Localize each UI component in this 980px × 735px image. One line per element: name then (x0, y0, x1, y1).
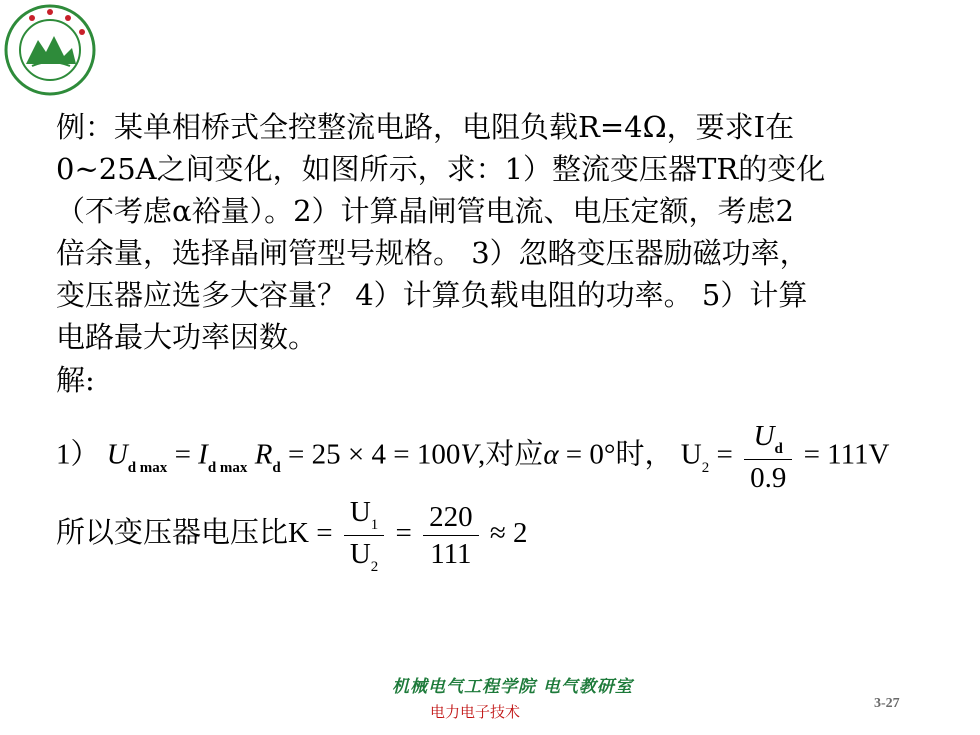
eq1-r-sub: d (272, 459, 281, 476)
eq1-calc: = 25 × 4 = 100 (288, 438, 461, 471)
equation-2 (56, 494, 528, 584)
eq2-frac2-den: 111 (430, 538, 472, 570)
eq2-frac1-num: $U_1$ (344, 494, 384, 536)
eq1-u: U (106, 438, 128, 471)
eq1-fraction (744, 418, 792, 496)
eq1-frac-num: $U_d$ (744, 418, 792, 460)
problem-line: 例：某单相桥式全控整流电路，电阻负载R=4Ω，要求I在 (56, 110, 795, 144)
eq1-prefix: 1） (56, 438, 100, 471)
eq1-result: = 111V (803, 438, 890, 471)
eq1-eq-a: = (174, 438, 199, 471)
eq1-u-sub: d max (127, 459, 168, 476)
solution-label: 解: (56, 363, 95, 397)
problem-line: 倍余量，选择晶闸管型号规格。 3）忽略变压器励磁功率， (56, 236, 809, 270)
eq2-fraction-1 (344, 494, 384, 577)
university-logo (2, 2, 98, 98)
eq2-eq: = (395, 517, 420, 550)
eq2-result: ≈ 2 (489, 517, 528, 550)
problem-line: 0~25A之间变化，如图所示，求：1）整流变压器TR的变化 (56, 152, 826, 186)
eq1-cond-text: ,对应 (478, 438, 544, 471)
problem-line: （不考虑α裕量）。2）计算晶闸管电流、电压定额，考虑2 (56, 194, 794, 228)
page-number: 3-27 (874, 696, 900, 711)
eq1-r: R (254, 438, 273, 471)
problem-line: 变压器应选多大容量？ 4）计算负载电阻的功率。 5）计算 (56, 278, 808, 312)
eq1-u2: U (680, 438, 702, 471)
problem-line: 电路最大功率因数。 (56, 320, 318, 354)
eq1-u2-sub: 2 (701, 459, 710, 476)
eq2-frac2-num: 220 (423, 499, 479, 536)
eq1-cond-value: = 0°时， (558, 438, 674, 471)
eq1-frac-den: 0.9 (750, 462, 787, 494)
equation-1 (56, 418, 890, 494)
footer-department: 机械电气工程学院 电气教研室 (392, 677, 633, 697)
eq2-fraction-2 (423, 499, 479, 572)
eq2-frac1-den: $U_2$ (349, 538, 379, 575)
university-seal-icon (2, 2, 98, 98)
problem-statement (56, 106, 916, 358)
eq1-v-unit: V (460, 438, 479, 471)
eq2-text: 所以变压器电压比K = (56, 517, 340, 550)
eq1-i: I (198, 438, 208, 471)
eq1-alpha: α (543, 438, 559, 471)
eq1-i-sub: d max (207, 459, 248, 476)
eq1-eq-b: = (716, 438, 741, 471)
footer-course-title: 电力电子技术 (430, 703, 521, 721)
